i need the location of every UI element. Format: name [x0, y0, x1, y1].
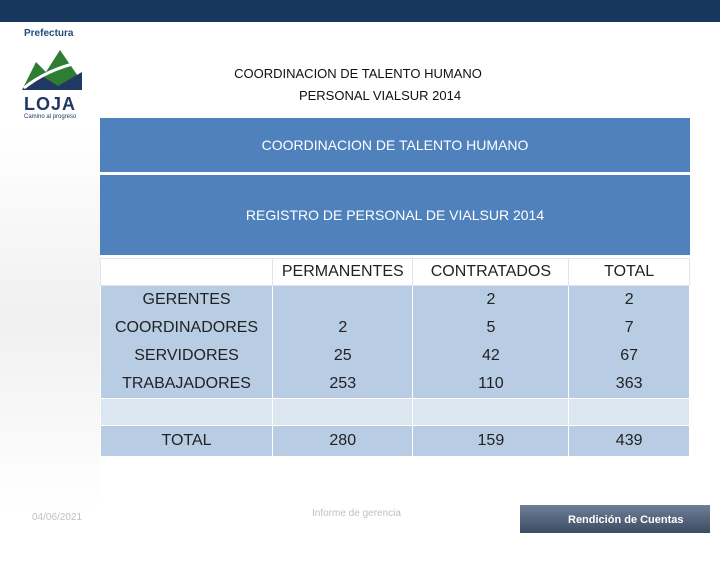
- total-value: 439: [569, 426, 690, 457]
- value: 2: [624, 291, 634, 308]
- footer-date: 04/06/2021: [32, 512, 83, 523]
- section-band-registry: REGISTRO DE PERSONAL DE VIALSUR 2014: [100, 175, 690, 255]
- footer-center: Informe de gerencia: [312, 508, 401, 519]
- permanentes-cell: [273, 286, 413, 399]
- value: 2: [486, 291, 496, 308]
- value: 7: [624, 319, 634, 336]
- header-cell: PERMANENTES: [273, 259, 413, 286]
- footer-banner: Rendición de Cuentas 2014: [520, 505, 710, 533]
- table-row-blank: [101, 399, 690, 426]
- value: 253: [329, 375, 357, 392]
- header-cell: [101, 259, 273, 286]
- value: 67: [620, 347, 639, 364]
- value: 42: [481, 347, 500, 364]
- side-decoration: [0, 130, 100, 510]
- value: 5: [486, 319, 496, 336]
- logo-name: LOJA: [24, 94, 77, 114]
- value: 25: [333, 347, 352, 364]
- table-row: [101, 286, 690, 399]
- total-value: 280: [273, 426, 413, 457]
- slide-title-line1: COORDINACION DE TALENTO HUMANO: [234, 66, 482, 81]
- table-header-row: [101, 259, 690, 286]
- table-total-row: [101, 426, 690, 457]
- contratados-cell: [413, 286, 569, 399]
- header-cell: CONTRATADOS: [413, 259, 569, 286]
- value: [273, 286, 412, 314]
- value: 2: [338, 319, 348, 336]
- total-value: 159: [413, 426, 569, 457]
- row-label: TRABAJADORES: [122, 375, 251, 392]
- slide-title-line2: PERSONAL VIALSUR 2014: [298, 88, 462, 103]
- row-label: GERENTES: [142, 291, 231, 308]
- row-label: COORDINADORES: [114, 319, 259, 336]
- top-bar: [0, 0, 720, 22]
- total-cell: [569, 286, 690, 399]
- value: 363: [615, 375, 643, 392]
- logo-tagline: Camino al progreso: [24, 114, 77, 120]
- value: 110: [478, 375, 504, 392]
- row-label: SERVIDORES: [134, 347, 239, 364]
- total-label: TOTAL: [101, 426, 273, 457]
- header-cell: TOTAL: [569, 259, 690, 286]
- label-cell: [101, 286, 273, 399]
- personnel-table: [100, 258, 690, 457]
- logo-top-text: Prefectura: [24, 28, 74, 39]
- section-band-department: COORDINACION DE TALENTO HUMANO: [100, 118, 690, 172]
